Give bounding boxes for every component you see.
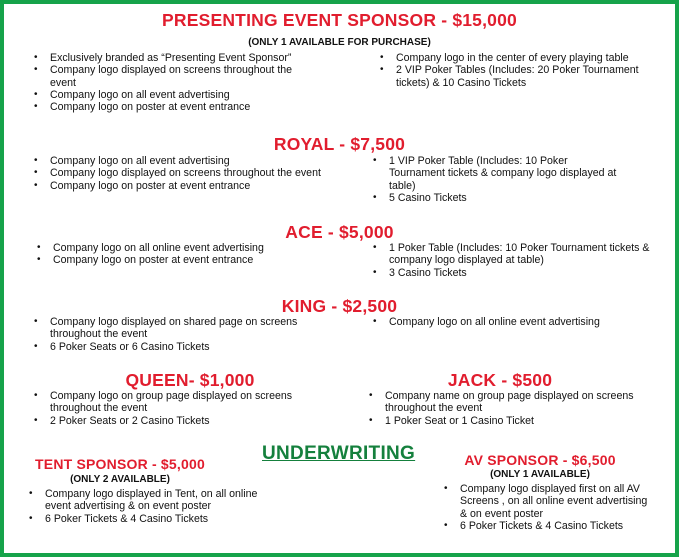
jack-title: JACK - $500	[447, 370, 553, 390]
list-item: • 6 Poker Tickets & 4 Casino Tickets	[25, 513, 255, 525]
av-note: (ONLY 1 AVAILABLE)	[490, 469, 590, 480]
list-item: • Company logo on poster at event entrance	[30, 180, 340, 192]
list-item: • 2 Poker Seats or 2 Casino Tickets	[30, 415, 310, 427]
list-item: • Company logo on poster at event entrance	[33, 254, 343, 266]
jack-list	[365, 390, 655, 427]
presenting-right-list	[376, 52, 646, 89]
list-item: • Company logo displayed on screens throughout the event	[30, 64, 320, 89]
list-item: • 5 Casino Tickets	[369, 192, 629, 204]
list-item: • Company logo in the center of every playing table	[376, 52, 641, 64]
av-list	[440, 483, 660, 532]
king-left-list	[30, 316, 340, 353]
list-item: • 1 Poker Table (Includes: 10 Poker Tournament tickets & company logo displayed at table)	[369, 242, 664, 267]
list-item: • 1 VIP Poker Table (Includes: 10 Poker Tournament tickets & company logo displayed at table)	[369, 155, 619, 192]
av-title: AV SPONSOR - $6,500	[464, 452, 616, 468]
tent-note: (ONLY 2 AVAILABLE)	[70, 474, 170, 485]
list-item: • Company name on group page displayed on screens throughout the event	[365, 390, 645, 415]
royal-title: ROYAL - $7,500	[273, 134, 406, 154]
list-item: • 1 Poker Seat or 1 Casino Ticket	[365, 415, 655, 427]
queen-title: QUEEN- $1,000	[125, 370, 255, 390]
list-item: • 2 VIP Poker Tables (Includes: 20 Poker Tournament tickets) & 10 Casino Tickets	[376, 64, 641, 89]
tent-title: TENT SPONSOR - $5,000	[35, 456, 205, 472]
list-item: • Company logo on all online event advertising	[369, 316, 659, 328]
king-right-list	[369, 316, 659, 328]
tent-list	[25, 488, 258, 525]
list-item: • Company logo displayed on shared page on screens throughout the event	[30, 316, 350, 341]
list-item: • Company logo on all event advertising	[30, 89, 340, 101]
list-item: • 6 Poker Tickets & 4 Casino Tickets	[440, 520, 660, 532]
ace-right-list	[369, 242, 659, 279]
list-item: • Company logo displayed in Tent, on all online event advertising & on event poster	[25, 488, 260, 513]
list-item: • Company logo on all event advertising	[30, 155, 340, 167]
list-item: • Company logo on poster at event entrance	[30, 101, 340, 113]
royal-right-list	[369, 155, 629, 204]
underwriting-heading: UNDERWRITING	[262, 443, 416, 464]
list-item: • 6 Poker Seats or 6 Casino Tickets	[30, 341, 340, 353]
king-title: KING - $2,500	[281, 296, 398, 316]
list-item: • Company logo on all online event advertising	[33, 242, 343, 254]
list-item: • Exclusively branded as “Presenting Event Sponsor”	[30, 52, 340, 64]
presenting-title: PRESENTING EVENT SPONSOR - $15,000	[162, 10, 517, 30]
list-item: • Company logo displayed on screens throughout the event	[30, 167, 335, 179]
queen-list	[30, 390, 310, 427]
ace-left-list	[33, 242, 343, 267]
list-item: • Company logo on group page displayed on screens throughout the event	[30, 390, 300, 415]
royal-left-list	[30, 155, 340, 192]
presenting-note: (ONLY 1 AVAILABLE FOR PURCHASE)	[248, 37, 431, 48]
presenting-left-list	[30, 52, 340, 113]
list-item: • 3 Casino Tickets	[369, 267, 659, 279]
list-item: • Company logo displayed first on all AV Screens , on all online event advertising & on event poster	[440, 483, 655, 520]
ace-title: ACE - $5,000	[285, 222, 394, 242]
